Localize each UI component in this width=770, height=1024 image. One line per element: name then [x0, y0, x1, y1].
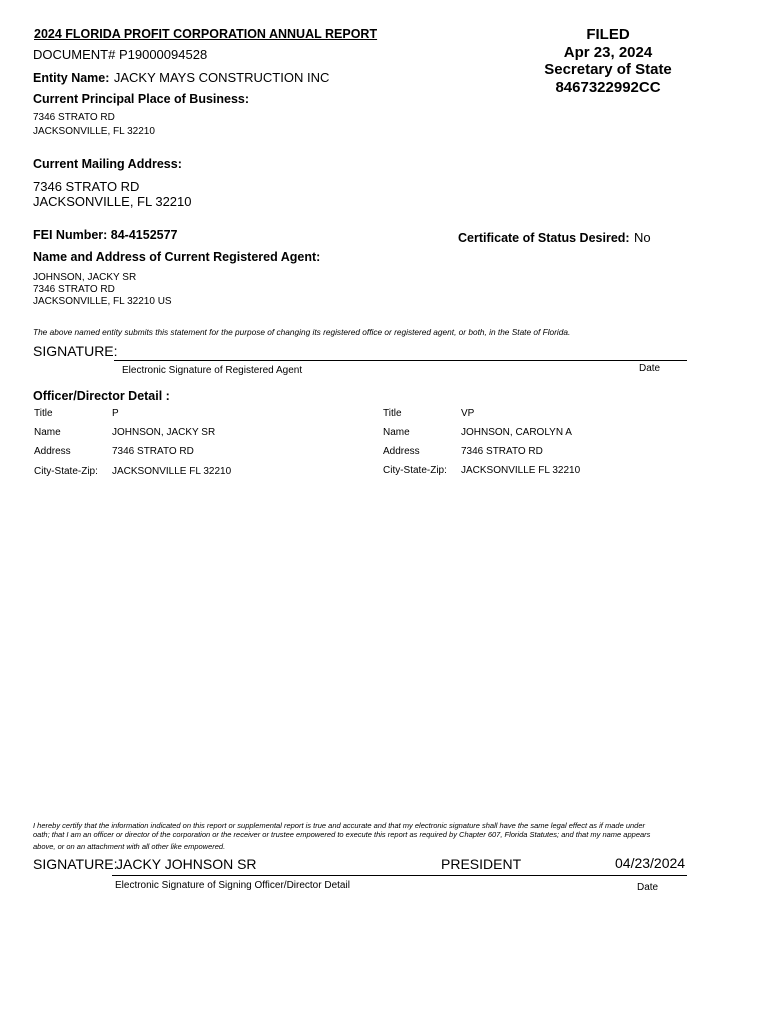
officer-signature-name: JACKY JOHNSON SR: [116, 856, 257, 872]
agent-signature-date-label: Date: [639, 363, 661, 374]
officer2-title: VP: [461, 408, 475, 419]
filed-date: Apr 23, 2024: [563, 43, 653, 61]
officer1-title: P: [112, 408, 119, 419]
officer-detail-label: Officer/Director Detail :: [33, 389, 170, 403]
registered-agent-name: JOHNSON, JACKY SR: [33, 272, 137, 283]
principal-address-line2: JACKSONVILLE, FL 32210: [33, 126, 155, 137]
certification-line1: I hereby certify that the information indicated on this report or supplemental report is true and accurate and that my electronic signature shall have the same legal effect as if made under: [33, 821, 646, 830]
agent-statement: The above named entity submits this statement for the purpose of changing its registered office or registered agent, or both, in the State of Florida.: [33, 327, 571, 337]
agent-signature-line: [114, 360, 687, 361]
fei-number: FEI Number: 84-4152577: [33, 228, 178, 242]
officer-signature-line: [112, 875, 687, 876]
officer-signature-title: PRESIDENT: [441, 856, 522, 872]
officer1-address: 7346 STRATO RD: [112, 446, 194, 457]
officer1-csz-label: City-State-Zip:: [34, 466, 98, 477]
report-title: 2024 FLORIDA PROFIT CORPORATION ANNUAL REPORT: [34, 27, 378, 41]
certificate-status-value: No: [634, 230, 651, 245]
officer1-title-label: Title: [34, 408, 53, 419]
filed-office: Secretary of State: [544, 61, 672, 78]
entity-name-line: [33, 69, 329, 87]
entity-name-label: Entity Name:: [33, 71, 110, 85]
agent-signature-caption: Electronic Signature of Registered Agent: [122, 365, 303, 376]
officer-signature-date-label: Date: [637, 882, 659, 893]
certification-line3: above, or on an attachment with all other like empowered.: [33, 842, 226, 851]
agent-signature-label: SIGNATURE:: [33, 343, 118, 359]
officer1-csz: JACKSONVILLE FL 32210: [112, 466, 232, 477]
registered-agent-city: JACKSONVILLE, FL 32210 US: [33, 296, 172, 307]
officer2-name: JOHNSON, CAROLYN A: [461, 427, 572, 438]
entity-name: JACKY MAYS CONSTRUCTION INC: [113, 70, 330, 85]
certificate-status-line: [458, 229, 651, 247]
officer2-csz-label: City-State-Zip:: [383, 465, 447, 476]
mailing-address-line2: JACKSONVILLE, FL 32210: [33, 194, 192, 209]
registered-agent-address: 7346 STRATO RD: [33, 284, 115, 295]
officer1-address-label: Address: [34, 446, 71, 457]
officer2-name-label: Name: [383, 427, 410, 438]
officer1-name: JOHNSON, JACKY SR: [112, 427, 216, 438]
officer2-address-label: Address: [383, 446, 420, 457]
officer-signature-label: SIGNATURE:: [33, 856, 118, 872]
document-number: P19000094528: [118, 47, 208, 62]
principal-address-line1: 7346 STRATO RD: [33, 112, 115, 123]
officer1-name-label: Name: [34, 427, 61, 438]
officer-signature-caption: Electronic Signature of Signing Officer/Director Detail: [115, 880, 350, 891]
filed-number: 8467322992CC: [555, 78, 661, 96]
registered-agent-label: Name and Address of Current Registered Agent:: [33, 250, 321, 264]
mailing-address-line1: 7346 STRATO RD: [33, 179, 140, 194]
certificate-status-label: Certificate of Status Desired:: [458, 231, 630, 245]
certification-line2: oath; that I am an officer or director of the corporation or the receiver or trustee empowered to execute this report as required by Chapter 607, Florida Statutes; and that my name appears: [33, 830, 651, 839]
filed-status: FILED: [586, 26, 630, 43]
document-number-line: [33, 47, 207, 62]
document-label: DOCUMENT#: [33, 47, 116, 62]
officer-signature-date: 04/23/2024: [615, 855, 686, 871]
mailing-address-label: Current Mailing Address:: [33, 157, 182, 171]
officer2-title-label: Title: [383, 408, 402, 419]
filed-stamp: [508, 26, 708, 96]
officer2-address: 7346 STRATO RD: [461, 446, 543, 457]
officer2-csz: JACKSONVILLE FL 32210: [461, 465, 581, 476]
principal-address-label: Current Principal Place of Business:: [33, 92, 250, 106]
